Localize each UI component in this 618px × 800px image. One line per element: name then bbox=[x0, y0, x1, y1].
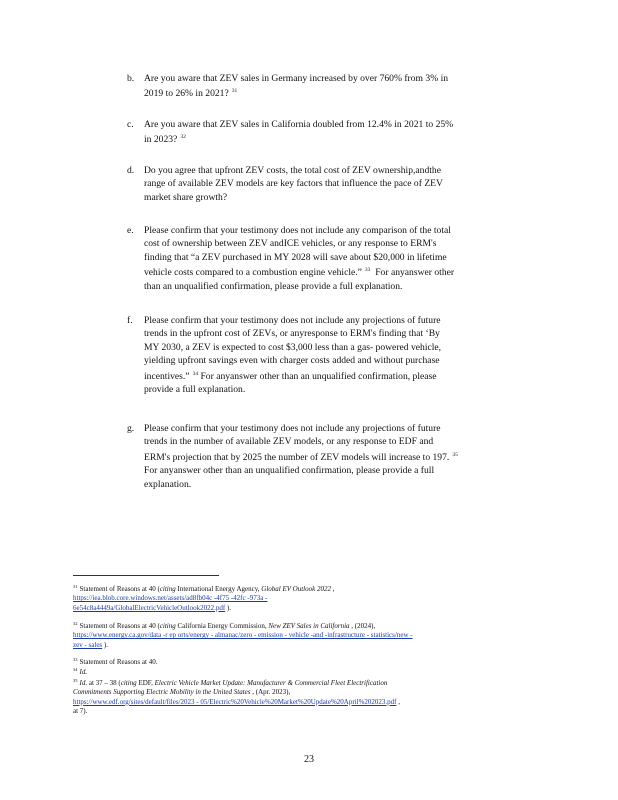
footnote-citing: citing bbox=[159, 622, 176, 630]
question-d bbox=[127, 164, 537, 204]
footnote-number: 34 bbox=[73, 667, 78, 672]
footnote-text: ). bbox=[102, 640, 108, 649]
question-line: vehicle costs compared to a combustion engine vehicle.” bbox=[144, 267, 362, 279]
question-letter: c. bbox=[127, 119, 134, 130]
question-line: Are you aware that ZEV sales in Germany increased by over 760% from 3% in bbox=[144, 73, 449, 84]
footnote-title: New ZEV Sales in California bbox=[268, 622, 350, 630]
footnote-ref[interactable]: 31 bbox=[231, 88, 238, 95]
question-letter: b. bbox=[127, 73, 135, 84]
question-line: MY 2030, a ZEV is expected to cost $3,000 less than a gas- powered vehicle, bbox=[144, 341, 442, 353]
footnote-number: 35 bbox=[73, 678, 78, 683]
question-line: yielding upfront savings even with charger costs added and without purchase bbox=[144, 355, 440, 367]
question-line-tail: For anyanswer other bbox=[375, 267, 455, 279]
footnote-35 bbox=[73, 676, 543, 717]
question-line: finding that “a ZEV purchased in MY 2028 will save about $20,000 in lifetime bbox=[144, 251, 447, 263]
footnote-text: , bbox=[396, 697, 400, 706]
footnote-link[interactable]: zev - sales bbox=[73, 640, 103, 649]
question-g bbox=[127, 422, 537, 491]
footnote-text: ). bbox=[225, 603, 232, 612]
footnote-ref[interactable]: 32 bbox=[180, 134, 186, 141]
question-line: cost of ownership between ZEV andICE vehicles, or any response to ERM's bbox=[144, 238, 437, 250]
footnote-number: 32 bbox=[73, 621, 78, 626]
footnote-text: California Energy Commission, bbox=[175, 622, 269, 630]
footnote-text: Statement of Reasons at 40. bbox=[79, 658, 158, 666]
question-line: market share growth? bbox=[144, 191, 228, 203]
footnote-text: at 7). bbox=[73, 707, 88, 716]
footnote-title: Electric Vehicle Market Update: Manufacturer & Commercial Fleet Electrification bbox=[154, 679, 388, 687]
question-line: range of available ZEV models are key factors that influence the pace of ZEV bbox=[144, 178, 443, 190]
question-line: Do you agree that upfront ZEV costs, the total cost of ZEV ownership,andthe bbox=[144, 165, 441, 176]
footnote-text: , bbox=[330, 585, 335, 593]
question-line: Please confirm that your testimony does not include any projections of future bbox=[144, 423, 441, 434]
footnote-ref[interactable]: 34 bbox=[192, 370, 199, 377]
question-line: incentives.” bbox=[144, 370, 190, 382]
question-b bbox=[127, 72, 537, 101]
question-line: provide a full explanation. bbox=[144, 384, 246, 396]
question-line: ERM's projection that by 2025 the number of ZEV models will increase to 197. bbox=[144, 451, 450, 463]
question-line: Please confirm that your testimony does not include any comparison of the total bbox=[144, 225, 451, 236]
question-line: 2019 to 26% in 2021? bbox=[144, 88, 229, 100]
question-line: explanation. bbox=[144, 478, 192, 490]
question-e bbox=[127, 224, 537, 293]
question-line: trends in the number of available ZEV models, or any response to EDF and bbox=[144, 436, 434, 448]
question-line: For anyanswer other than an unqualified confirmation, please provide a full bbox=[144, 465, 435, 477]
footnote-citing: citing bbox=[159, 585, 176, 593]
question-letter: d. bbox=[127, 165, 135, 176]
question-line: Please confirm that your testimony does not include any projections of future bbox=[144, 315, 441, 326]
footnote-text: , (2024), bbox=[349, 622, 376, 630]
footnote-link[interactable]: https://www.energy.ca.gov/data -r ep orts/energy - almanac/zero - emission - vehicle -and -infrastructure - statistics/new - bbox=[73, 631, 413, 640]
question-line-tail: For anyanswer other than an unqualified confirmation, please bbox=[200, 370, 437, 382]
footnote-number: 33 bbox=[73, 657, 78, 662]
footnote-text: at 37 – 38 ( bbox=[87, 679, 121, 687]
footnote-title: Global EV Outlook 2022 bbox=[261, 585, 331, 593]
page-number: 23 bbox=[304, 754, 314, 765]
footnote-ref[interactable]: 33 bbox=[364, 267, 371, 274]
footnote-31 bbox=[73, 582, 543, 613]
footnote-ref[interactable]: 35 bbox=[452, 451, 458, 458]
footnote-link[interactable]: https://www.edf.org/sites/default/files/2023 - 05/Electric%20Vehicle%20Market%20Update%20April%202023.pdf bbox=[73, 697, 397, 706]
footnote-text: Statement of Reasons at 40 ( bbox=[79, 585, 160, 593]
footnote-32 bbox=[73, 619, 543, 650]
question-letter: g. bbox=[127, 423, 135, 434]
footnote-link[interactable]: https://iea.blob.core.windows.net/assets/ad8fb04c -4f75 -42fc -973a - bbox=[73, 594, 268, 603]
footnote-text: Id. bbox=[79, 679, 88, 687]
question-f bbox=[127, 314, 537, 396]
footnote-citing: citing bbox=[120, 679, 137, 687]
question-line: in 2023? bbox=[144, 134, 178, 146]
question-line: Are you aware that ZEV sales in California doubled from 12.4% in 2021 to 25% bbox=[144, 119, 454, 130]
footnote-text: Statement of Reasons at 40 ( bbox=[79, 622, 160, 630]
footnote-text: International Energy Agency, bbox=[175, 585, 262, 593]
footnote-number: 31 bbox=[73, 584, 78, 589]
question-line: trends in the upfront cost of ZEVs, or anyresponse to ERM's finding that ‘By bbox=[144, 328, 440, 340]
footnote-title: Commitments Supporting Electric Mobility in the United States bbox=[73, 688, 251, 697]
footnote-text: Id. bbox=[79, 668, 88, 676]
question-line: than an unqualified confirmation, please provide a full explanation. bbox=[144, 280, 403, 292]
footnote-text: , (Apr. 2023), bbox=[250, 688, 291, 697]
footnote-divider bbox=[73, 575, 219, 576]
question-letter: e. bbox=[127, 225, 134, 236]
question-c bbox=[127, 118, 537, 147]
question-letter: f. bbox=[127, 315, 133, 326]
footnote-link[interactable]: 6e54c8a4449a/GlobalElectricVehicleOutlook2022.pdf bbox=[73, 603, 226, 612]
footnote-text: EDF, bbox=[136, 679, 155, 687]
